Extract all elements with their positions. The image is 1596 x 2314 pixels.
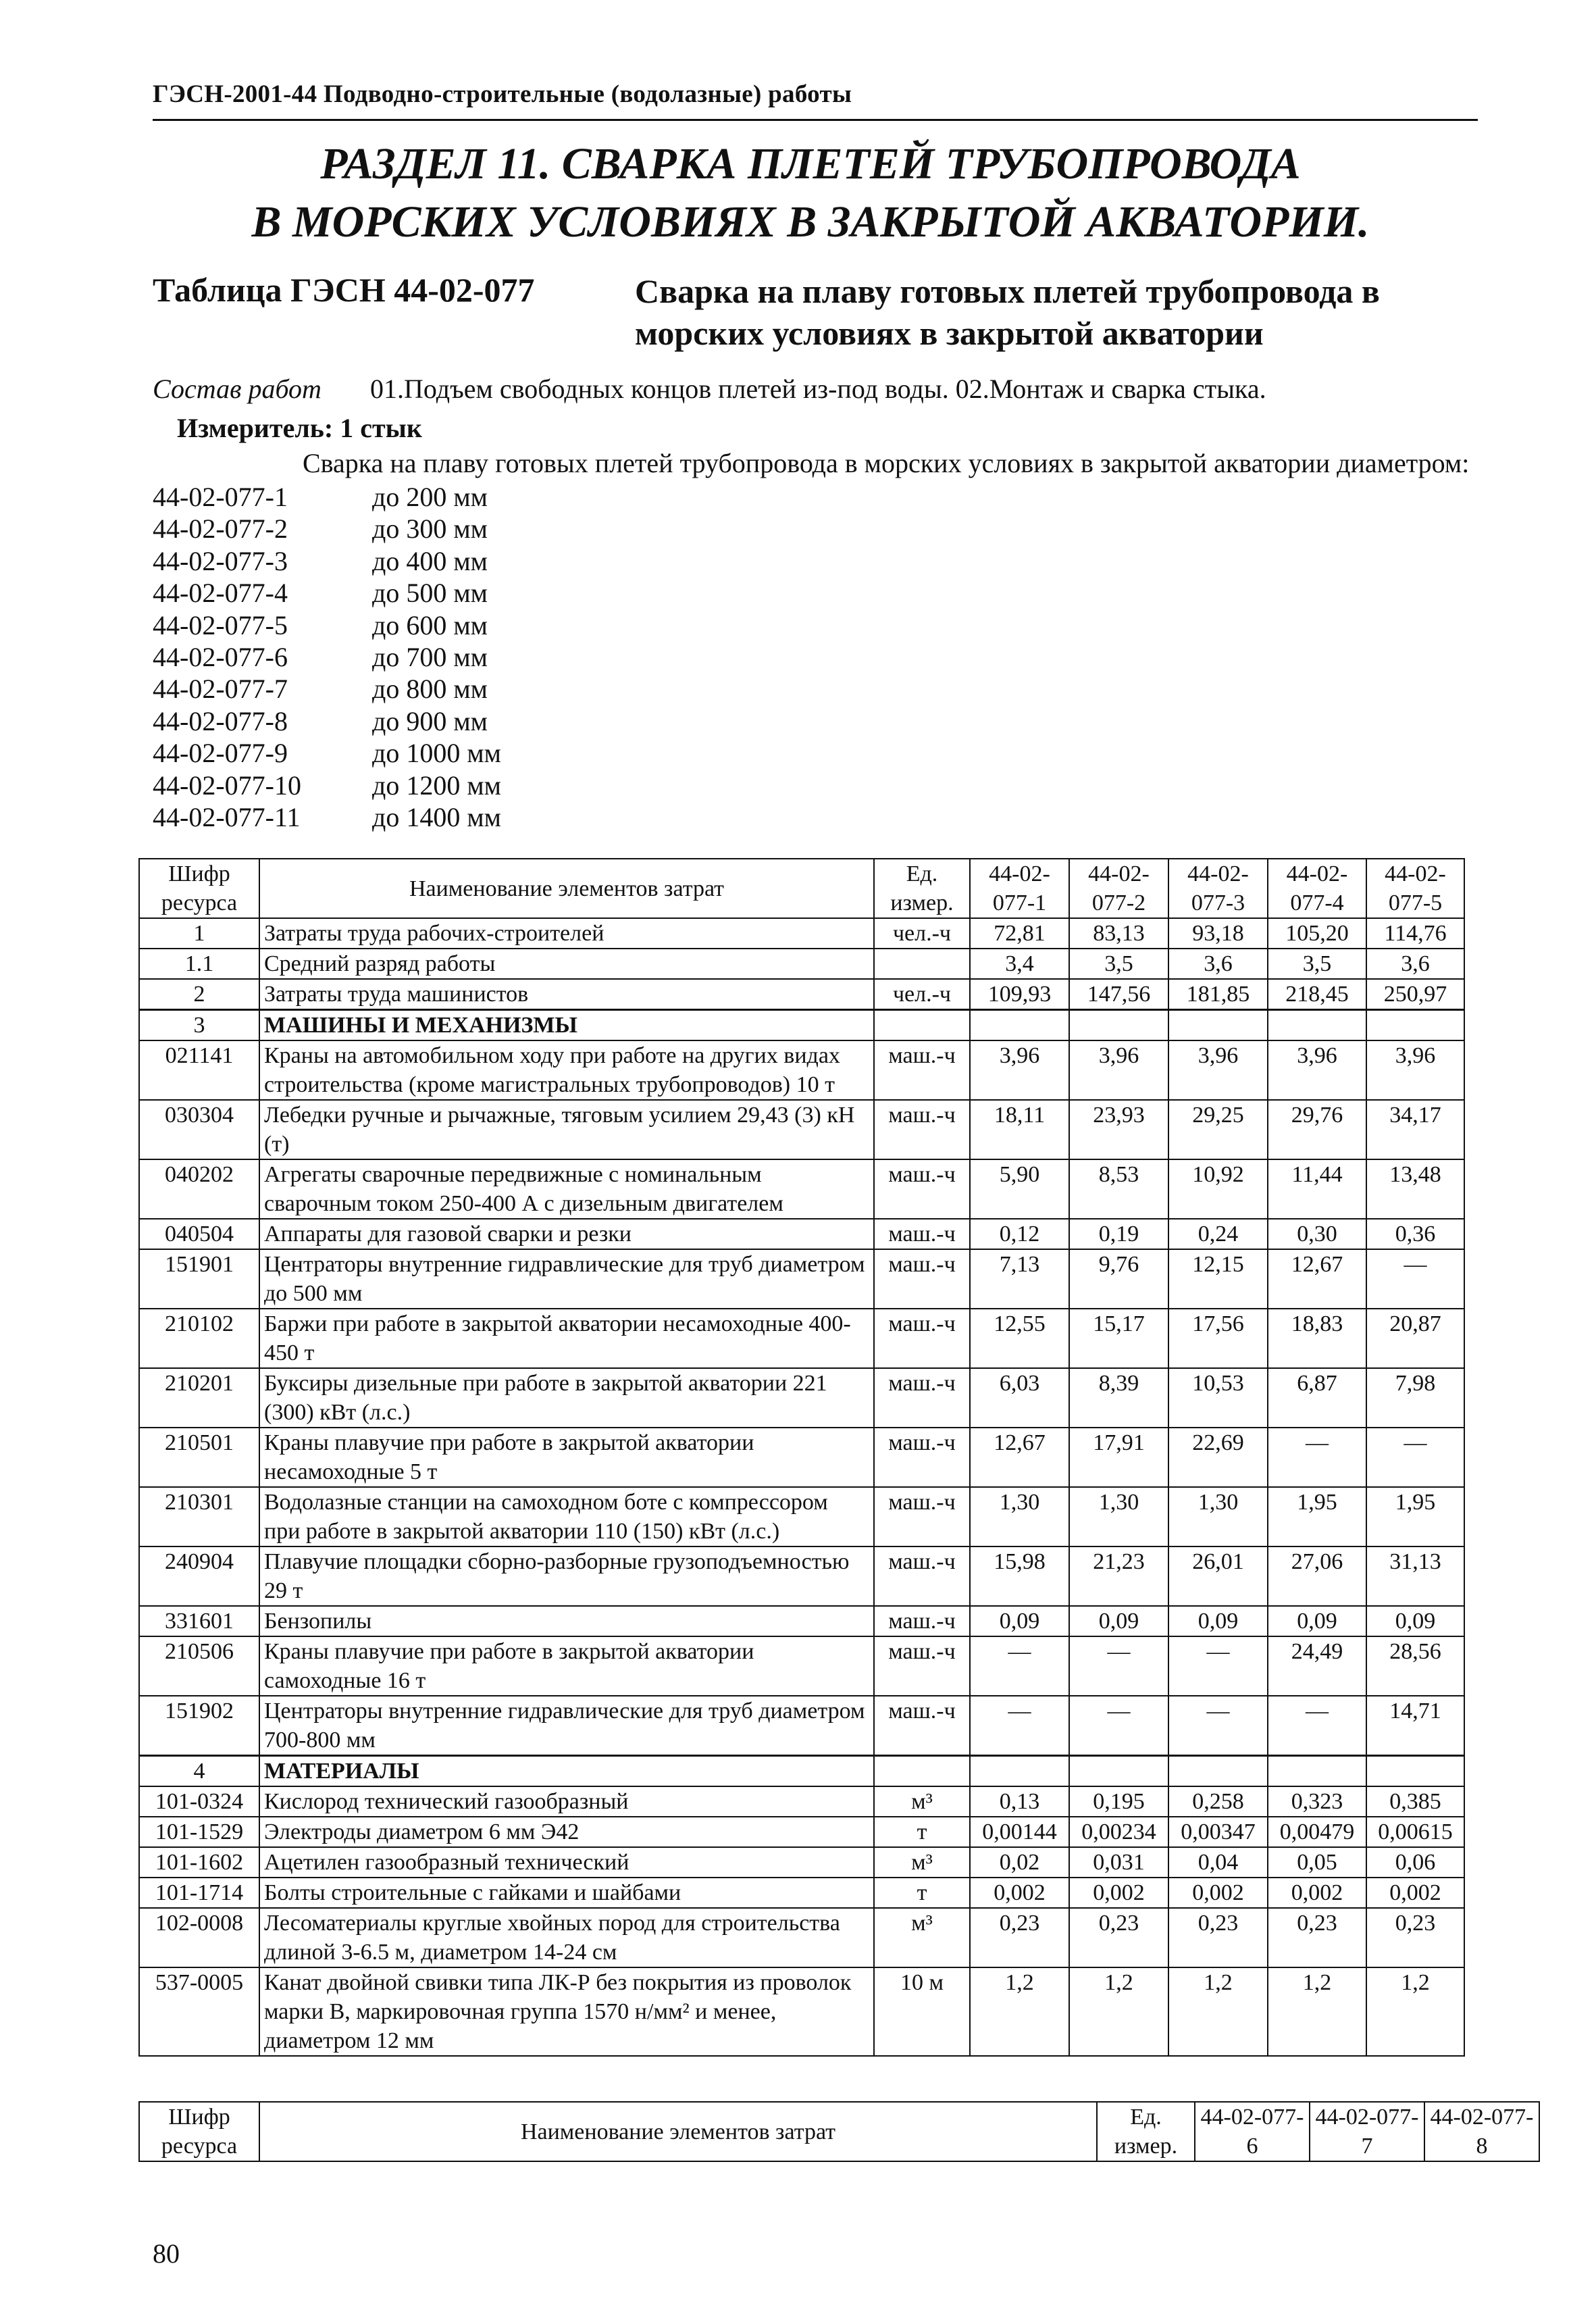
resource-unit: маш.-ч [874, 1636, 970, 1696]
resource-value [970, 1010, 1069, 1041]
table-row [139, 1696, 1464, 1756]
resource-value [1069, 1756, 1168, 1787]
resource-value: 0,12 [970, 1219, 1069, 1249]
code-list-item [153, 545, 501, 577]
resource-value: 0,36 [1366, 1219, 1464, 1249]
resource-value: 9,76 [1069, 1249, 1168, 1309]
resource-value: 0,002 [1268, 1878, 1366, 1908]
resource-value: — [1366, 1249, 1464, 1309]
resource-table [138, 858, 1465, 2057]
resource-value: 7,13 [970, 1249, 1069, 1309]
resource-unit: маш.-ч [874, 1100, 970, 1159]
resource-code: 4 [139, 1756, 259, 1787]
col2-header-8: 44-02-077-8 [1424, 2102, 1539, 2161]
resource-value: 29,76 [1268, 1100, 1366, 1159]
resource-value: 1,2 [1069, 1967, 1168, 2056]
resource-value: 0,09 [1366, 1606, 1464, 1636]
resource-unit [874, 949, 970, 979]
code-list-code: 44-02-077-2 [153, 513, 288, 545]
resource-value: 21,23 [1069, 1546, 1168, 1606]
code-list-code: 44-02-077-10 [153, 770, 301, 801]
resource-value: 17,56 [1168, 1309, 1268, 1368]
resource-value: 10,92 [1168, 1159, 1268, 1219]
resource-name: Канат двойной свивки типа ЛК-Р без покрытия из проволок марки В, маркировочная группа 1570 н/мм² и менее, диаметром 12 мм [259, 1967, 874, 2056]
code-list-desc: до 700 мм [372, 642, 488, 673]
resource-name: Водолазные станции на самоходном боте с компрессором при работе в закрытой акватории 110 (150) кВт (л.с.) [259, 1487, 874, 1546]
resource-value: 12,55 [970, 1309, 1069, 1368]
resource-code: 021141 [139, 1040, 259, 1100]
resource-value [1366, 1010, 1464, 1041]
resource-value: 0,195 [1069, 1786, 1168, 1817]
resource-code: 2 [139, 979, 259, 1010]
table-row [139, 1309, 1464, 1368]
col2-header-7: 44-02-077-7 [1310, 2102, 1424, 2161]
resource-name: Бензопилы [259, 1606, 874, 1636]
resource-value: 0,09 [1069, 1606, 1168, 1636]
code-list-desc: до 800 мм [372, 674, 488, 705]
code-list-item [153, 673, 501, 705]
code-list [153, 481, 501, 833]
resource-value: 0,23 [970, 1908, 1069, 1967]
resource-code: 3 [139, 1010, 259, 1041]
resource-value: 31,13 [1366, 1546, 1464, 1606]
resource-value: — [1366, 1428, 1464, 1487]
resource-value: 0,06 [1366, 1847, 1464, 1878]
resource-value: 181,85 [1168, 979, 1268, 1010]
resource-value: 1,30 [970, 1487, 1069, 1546]
resource-unit: маш.-ч [874, 1309, 970, 1368]
resource-value: 3,5 [1268, 949, 1366, 979]
resource-unit: м³ [874, 1908, 970, 1967]
resource-value: 26,01 [1168, 1546, 1268, 1606]
resource-name: Плавучие площадки сборно-разборные грузоподъемностью 29 т [259, 1546, 874, 1606]
resource-code: 101-0324 [139, 1786, 259, 1817]
resource-value: 12,67 [970, 1428, 1069, 1487]
resource-name: Кислород технический газообразный [259, 1786, 874, 1817]
resource-unit: т [874, 1878, 970, 1908]
resource-unit: маш.-ч [874, 1696, 970, 1756]
col-header-3: 44-02-077-3 [1168, 859, 1268, 918]
resource-code: 101-1602 [139, 1847, 259, 1878]
resource-value [1268, 1756, 1366, 1787]
resource-value: 0,385 [1366, 1786, 1464, 1817]
resource-value: — [1069, 1696, 1168, 1756]
resource-value: 0,19 [1069, 1219, 1168, 1249]
resource-value: 28,56 [1366, 1636, 1464, 1696]
table-code: Таблица ГЭСН 44-02-077 [153, 271, 535, 309]
resource-value: 0,00144 [970, 1817, 1069, 1847]
resource-value: 15,17 [1069, 1309, 1168, 1368]
resource-value: 83,13 [1069, 918, 1168, 949]
resource-value: 0,09 [1268, 1606, 1366, 1636]
resource-value: 3,6 [1168, 949, 1268, 979]
resource-unit: м³ [874, 1847, 970, 1878]
resource-value: 1,30 [1168, 1487, 1268, 1546]
resource-name: Лебедки ручные и рычажные, тяговым усилием 29,43 (3) кН (т) [259, 1100, 874, 1159]
resource-name: Агрегаты сварочные передвижные с номинальным сварочным током 250-400 А с дизельным двигателем [259, 1159, 874, 1219]
resource-code: 1 [139, 918, 259, 949]
table-row [139, 1249, 1464, 1309]
resource-code: 331601 [139, 1606, 259, 1636]
resource-value: 8,53 [1069, 1159, 1168, 1219]
resource-code: 1.1 [139, 949, 259, 979]
code-list-desc: до 900 мм [372, 705, 488, 736]
resource-unit: маш.-ч [874, 1159, 970, 1219]
resource-value: 1,2 [1268, 1967, 1366, 2056]
resource-value: 0,13 [970, 1786, 1069, 1817]
table-row [139, 1756, 1464, 1787]
resource-code: 210501 [139, 1428, 259, 1487]
resource-value: — [1168, 1696, 1268, 1756]
resource-value: 0,002 [1069, 1878, 1168, 1908]
continuation-table-header [138, 2101, 1540, 2162]
resource-value: 7,98 [1366, 1368, 1464, 1428]
resource-value: 218,45 [1268, 979, 1366, 1010]
resource-name: Затраты труда рабочих-строителей [259, 918, 874, 949]
resource-code: 151901 [139, 1249, 259, 1309]
resource-value: 20,87 [1366, 1309, 1464, 1368]
resource-name: Баржи при работе в закрытой акватории несамоходные 400-450 т [259, 1309, 874, 1368]
col-header-2: 44-02-077-2 [1069, 859, 1168, 918]
measure-unit: Измеритель: 1 стык [177, 413, 422, 443]
table-row [139, 979, 1464, 1010]
table-row [139, 1368, 1464, 1428]
resource-value: 3,4 [970, 949, 1069, 979]
resource-value: 0,04 [1168, 1847, 1268, 1878]
code-list-desc: до 500 мм [372, 578, 488, 609]
resource-code: 151902 [139, 1696, 259, 1756]
code-list-code: 44-02-077-4 [153, 578, 288, 609]
resource-code: 210301 [139, 1487, 259, 1546]
resource-code: 210102 [139, 1309, 259, 1368]
code-list-desc: до 1400 мм [372, 802, 501, 833]
code-list-desc: до 200 мм [372, 482, 488, 512]
code-list-item [153, 737, 501, 769]
resource-name: МАШИНЫ И МЕХАНИЗМЫ [259, 1010, 874, 1041]
resource-code: 210506 [139, 1636, 259, 1696]
resource-value: — [970, 1696, 1069, 1756]
resource-unit: м³ [874, 1786, 970, 1817]
resource-value: 0,00615 [1366, 1817, 1464, 1847]
table-row [139, 1847, 1464, 1878]
resource-name: Электроды диаметром 6 мм Э42 [259, 1817, 874, 1847]
code-list-item [153, 801, 501, 833]
resource-value: 0,002 [1366, 1878, 1464, 1908]
table-row [139, 949, 1464, 979]
resource-name: Центраторы внутренние гидравлические для труб диаметром до 500 мм [259, 1249, 874, 1309]
resource-value: 24,49 [1268, 1636, 1366, 1696]
page-number: 80 [153, 2238, 180, 2269]
resource-value: 5,90 [970, 1159, 1069, 1219]
table-row [139, 1010, 1464, 1041]
resource-value: 3,6 [1366, 949, 1464, 979]
resource-value [1069, 1010, 1168, 1041]
resource-name: МАТЕРИАЛЫ [259, 1756, 874, 1787]
resource-name: Буксиры дизельные при работе в закрытой акватории 221 (300) кВт (л.с.) [259, 1368, 874, 1428]
resource-value: 14,71 [1366, 1696, 1464, 1756]
resource-value: 1,2 [970, 1967, 1069, 2056]
resource-value: 114,76 [1366, 918, 1464, 949]
header-rule [153, 119, 1478, 121]
resource-value: 0,031 [1069, 1847, 1168, 1878]
table-row [139, 1219, 1464, 1249]
resource-value: 0,00479 [1268, 1817, 1366, 1847]
resource-unit: маш.-ч [874, 1606, 970, 1636]
resource-value: 12,15 [1168, 1249, 1268, 1309]
code-list-code: 44-02-077-1 [153, 482, 288, 512]
resource-name: Аппараты для газовой сварки и резки [259, 1219, 874, 1249]
code-list-code: 44-02-077-5 [153, 609, 288, 640]
resource-value [970, 1756, 1069, 1787]
resource-value: 13,48 [1366, 1159, 1464, 1219]
resource-value: 3,96 [970, 1040, 1069, 1100]
resource-value: 109,93 [970, 979, 1069, 1010]
resource-unit: маш.-ч [874, 1368, 970, 1428]
resource-value [1366, 1756, 1464, 1787]
resource-value [1268, 1010, 1366, 1041]
work-composition-text: 01.Подъем свободных концов плетей из-под воды. 02.Монтаж и сварка стыка. [370, 374, 1266, 404]
resource-unit: чел.-ч [874, 979, 970, 1010]
col-header-4: 44-02-077-4 [1268, 859, 1366, 918]
code-list-code: 44-02-077-6 [153, 642, 288, 673]
code-list-code: 44-02-077-3 [153, 545, 288, 576]
resource-code: 537-0005 [139, 1967, 259, 2056]
resource-name: Краны плавучие при работе в закрытой акватории несамоходные 5 т [259, 1428, 874, 1487]
table-row [139, 1967, 1464, 2056]
resource-code: 101-1714 [139, 1878, 259, 1908]
resource-value: 0,258 [1168, 1786, 1268, 1817]
resource-value: 1,2 [1366, 1967, 1464, 2056]
resource-value: 3,96 [1168, 1040, 1268, 1100]
resource-value: 72,81 [970, 918, 1069, 949]
code-list-desc: до 400 мм [372, 545, 488, 576]
resource-value: — [1268, 1696, 1366, 1756]
resource-value: 3,96 [1268, 1040, 1366, 1100]
table-row [139, 1040, 1464, 1100]
resource-name: Лесоматериалы круглые хвойных пород для строительства длиной 3-6.5 м, диаметром 14-24 см [259, 1908, 874, 1967]
resource-value: 147,56 [1069, 979, 1168, 1010]
resource-code: 210201 [139, 1368, 259, 1428]
code-list-code: 44-02-077-9 [153, 738, 288, 769]
code-list-item [153, 770, 501, 801]
resource-value: 6,03 [970, 1368, 1069, 1428]
resource-name: Затраты труда машинистов [259, 979, 874, 1010]
resource-value: 0,24 [1168, 1219, 1268, 1249]
table-row [139, 1908, 1464, 1967]
resource-code: 102-0008 [139, 1908, 259, 1967]
resource-value: 3,96 [1366, 1040, 1464, 1100]
resource-value: 0,09 [1168, 1606, 1268, 1636]
resource-value: 0,23 [1366, 1908, 1464, 1967]
resource-value: 0,23 [1268, 1908, 1366, 1967]
resource-value: 105,20 [1268, 918, 1366, 949]
code-list-item [153, 577, 501, 609]
table-row [139, 918, 1464, 949]
resource-value: 10,53 [1168, 1368, 1268, 1428]
resource-unit [874, 1010, 970, 1041]
col-header-name: Наименование элементов затрат [259, 859, 874, 918]
resource-unit: маш.-ч [874, 1249, 970, 1309]
work-composition-label: Состав работ [153, 374, 321, 404]
resource-code: 030304 [139, 1100, 259, 1159]
resource-value: 34,17 [1366, 1100, 1464, 1159]
resource-unit: маш.-ч [874, 1040, 970, 1100]
resource-value: 12,67 [1268, 1249, 1366, 1309]
table-row [139, 1428, 1464, 1487]
code-list-item [153, 481, 501, 513]
resource-value: 93,18 [1168, 918, 1268, 949]
resource-value: 0,09 [970, 1606, 1069, 1636]
resource-value: 0,23 [1069, 1908, 1168, 1967]
resource-value: 22,69 [1168, 1428, 1268, 1487]
running-header: ГЭСН-2001-44 Подводно-строительные (водолазные) работы [153, 80, 852, 108]
resource-value [1168, 1756, 1268, 1787]
resource-unit: маш.-ч [874, 1487, 970, 1546]
resource-value: 1,2 [1168, 1967, 1268, 2056]
resource-value: 11,44 [1268, 1159, 1366, 1219]
code-list-item [153, 609, 501, 641]
resource-value: — [1168, 1636, 1268, 1696]
section-title-line2: В МОРСКИХ УСЛОВИЯХ В ЗАКРЫТОЙ АКВАТОРИИ. [251, 197, 1370, 247]
resource-unit: чел.-ч [874, 918, 970, 949]
resource-value: 1,30 [1069, 1487, 1168, 1546]
table-row [139, 1786, 1464, 1817]
code-list-desc: до 1000 мм [372, 738, 501, 769]
resource-unit: маш.-ч [874, 1546, 970, 1606]
col2-header-code: Шифр ресурса [139, 2102, 259, 2161]
resource-value: 23,93 [1069, 1100, 1168, 1159]
resource-value: 1,95 [1366, 1487, 1464, 1546]
code-list-code: 44-02-077-7 [153, 674, 288, 705]
resource-code: 240904 [139, 1546, 259, 1606]
resource-value: 3,5 [1069, 949, 1168, 979]
code-list-code: 44-02-077-11 [153, 802, 301, 833]
resource-name: Ацетилен газообразный технический [259, 1847, 874, 1878]
code-list-item [153, 641, 501, 673]
table-row [139, 1606, 1464, 1636]
col-header-5: 44-02-077-5 [1366, 859, 1464, 918]
col-header-1: 44-02-077-1 [970, 859, 1069, 918]
resource-value: 0,002 [1168, 1878, 1268, 1908]
resource-value: 27,06 [1268, 1546, 1366, 1606]
resource-unit: маш.-ч [874, 1219, 970, 1249]
resource-value: 0,30 [1268, 1219, 1366, 1249]
intro-text: Сварка на плаву готовых плетей трубопровода в морских условиях в закрытой акватории диаметром: [303, 448, 1470, 478]
resource-value: 17,91 [1069, 1428, 1168, 1487]
resource-value [1168, 1010, 1268, 1041]
resource-unit [874, 1756, 970, 1787]
col2-header-unit: Ед. измер. [1097, 2102, 1195, 2161]
resource-value: — [970, 1636, 1069, 1696]
resource-unit: 10 м [874, 1967, 970, 2056]
code-list-desc: до 600 мм [372, 609, 488, 640]
resource-value: 3,96 [1069, 1040, 1168, 1100]
table-row [139, 1159, 1464, 1219]
table-row [139, 1817, 1464, 1847]
col2-header-6: 44-02-077-6 [1195, 2102, 1310, 2161]
code-list-desc: до 300 мм [372, 513, 488, 545]
resource-code: 040504 [139, 1219, 259, 1249]
section-title-line1: РАЗДЕЛ 11. СВАРКА ПЛЕТЕЙ ТРУБОПРОВОДА [320, 139, 1301, 188]
resource-value: 0,05 [1268, 1847, 1366, 1878]
col-header-unit: Ед. измер. [874, 859, 970, 918]
code-list-item [153, 705, 501, 737]
table-row [139, 1636, 1464, 1696]
code-list-desc: до 1200 мм [372, 770, 501, 801]
resource-value: 0,00347 [1168, 1817, 1268, 1847]
resource-value: 15,98 [970, 1546, 1069, 1606]
resource-unit: т [874, 1817, 970, 1847]
code-list-code: 44-02-077-8 [153, 705, 288, 736]
resource-value: 0,02 [970, 1847, 1069, 1878]
resource-value: 250,97 [1366, 979, 1464, 1010]
resource-name: Центраторы внутренние гидравлические для труб диаметром 700-800 мм [259, 1696, 874, 1756]
resource-value: 1,95 [1268, 1487, 1366, 1546]
resource-name: Краны на автомобильном ходу при работе на других видах строительства (кроме магистральных трубопроводов) 10 т [259, 1040, 874, 1100]
col2-header-name: Наименование элементов затрат [259, 2102, 1097, 2161]
resource-value: — [1268, 1428, 1366, 1487]
resource-code: 101-1529 [139, 1817, 259, 1847]
table-row [139, 1100, 1464, 1159]
resource-value: 29,25 [1168, 1100, 1268, 1159]
table-row [139, 1546, 1464, 1606]
resource-name: Болты строительные с гайками и шайбами [259, 1878, 874, 1908]
resource-value: 6,87 [1268, 1368, 1366, 1428]
resource-value: 0,23 [1168, 1908, 1268, 1967]
resource-value: 0,323 [1268, 1786, 1366, 1817]
resource-value: 0,00234 [1069, 1817, 1168, 1847]
resource-value: 18,83 [1268, 1309, 1366, 1368]
resource-value: — [1069, 1636, 1168, 1696]
table-row [139, 1487, 1464, 1546]
table-row [139, 1878, 1464, 1908]
resource-name: Средний разряд работы [259, 949, 874, 979]
col-header-code: Шифр ресурса [139, 859, 259, 918]
resource-value: 18,11 [970, 1100, 1069, 1159]
resource-code: 040202 [139, 1159, 259, 1219]
resource-value: 8,39 [1069, 1368, 1168, 1428]
resource-name: Краны плавучие при работе в закрытой акватории самоходные 16 т [259, 1636, 874, 1696]
code-list-item [153, 513, 501, 545]
table-title: Сварка на плаву готовых плетей трубопровода в морских условиях в закрытой акватории [635, 272, 1380, 352]
resource-value: 0,002 [970, 1878, 1069, 1908]
resource-unit: маш.-ч [874, 1428, 970, 1487]
